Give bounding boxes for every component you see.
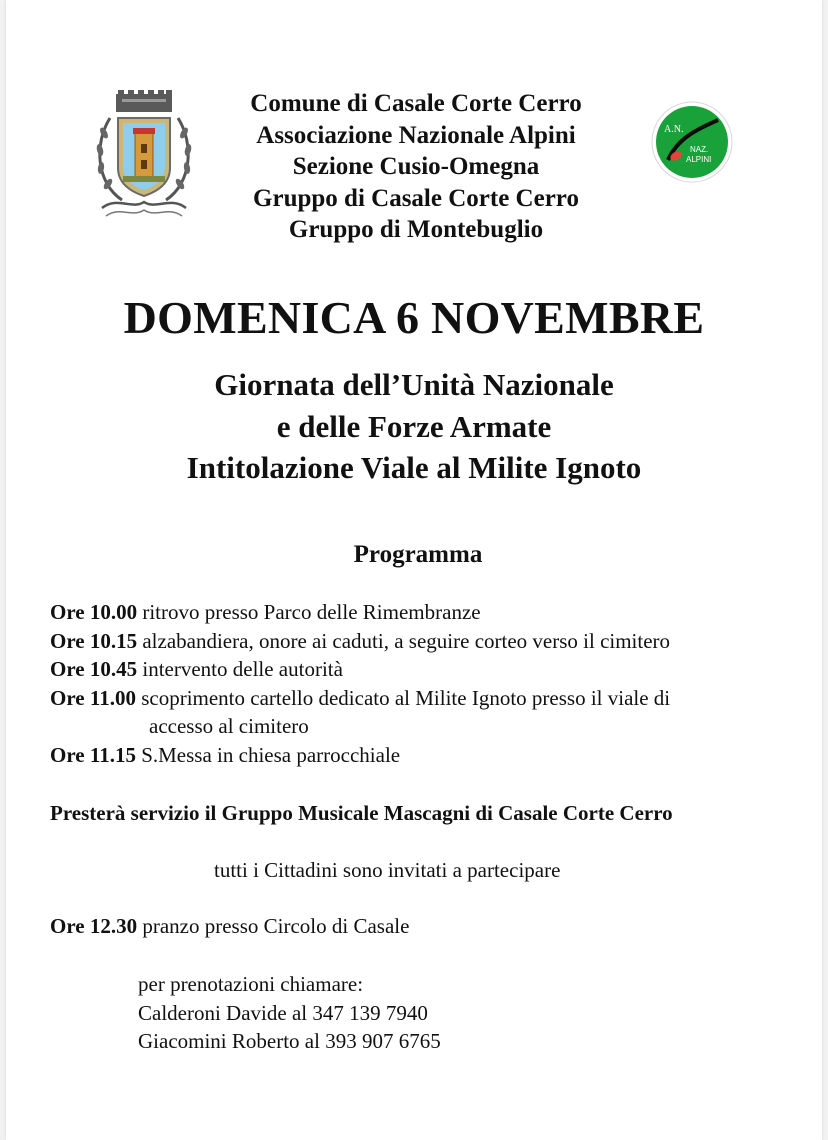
organization-line: Gruppo di Montebuglio	[288, 216, 544, 243]
schedule-time: Ore 11.00	[50, 685, 136, 710]
event-date-title: DOMENICA 6 NOVEMBRE	[123, 292, 705, 343]
subtitle-line: Giornata dell’Unità Nazionale	[214, 367, 614, 402]
booking-info	[138, 970, 441, 1056]
ana-alpini-logo-icon	[650, 100, 734, 184]
schedule-text: ritrovo presso Parco delle Rimembranze	[137, 600, 481, 624]
schedule-text: scoprimento cartello dedicato al Milite Ignoto presso il viale di	[135, 685, 671, 710]
subtitle-line: Intitolazione Viale al Milite Ignoto	[186, 450, 642, 485]
schedule-item	[50, 655, 810, 684]
schedule-text: alzabandiera, onore ai caduti, a seguire corteo verso il cimitero	[137, 628, 671, 653]
ana-logo-text-bottom: ALPINI	[686, 155, 712, 164]
booking-contact: Calderoni Davide al 347 139 7940	[138, 1000, 428, 1025]
ana-logo-text-top: A.N.	[664, 124, 684, 135]
organization-line: Sezione Cusio-Omegna	[292, 153, 540, 180]
subtitle-line: e delle Forze Armate	[276, 408, 552, 444]
program-schedule	[50, 598, 810, 769]
ana-logo-text-mid: NAZ.	[690, 145, 709, 154]
organization-line: Comune di Casale Corte Cerro	[250, 90, 582, 117]
schedule-text: intervento delle autorità	[137, 657, 343, 681]
schedule-item	[50, 598, 810, 627]
lunch-text: pranzo presso Circolo di Casale	[137, 914, 410, 938]
municipal-coat-of-arms-icon	[92, 88, 196, 228]
invitation-text: tutti i Cittadini sono invitati a partecipare	[214, 858, 561, 882]
booking-contact: Giacomini Roberto al 393 907 6765	[138, 1029, 441, 1053]
schedule-time: Ore 11.15	[50, 742, 136, 767]
program-heading: Programma	[353, 541, 483, 568]
schedule-item	[50, 627, 810, 656]
schedule-text: S.Messa in chiesa parrocchiale	[135, 742, 401, 767]
lunch-time: Ore 12.30	[50, 914, 138, 938]
schedule-time: Ore 10.45	[50, 657, 138, 681]
lunch-item	[50, 912, 409, 940]
music-service-note: Presterà servizio il Gruppo Musicale Mascagni di Casale Corte Cerro	[50, 801, 673, 825]
schedule-item	[50, 684, 810, 713]
schedule-item	[50, 741, 810, 770]
organizations-block	[200, 88, 632, 246]
event-subtitle	[0, 364, 828, 489]
booking-label: per prenotazioni chiamare:	[138, 972, 364, 996]
organization-line: Associazione Nazionale Alpini	[256, 121, 576, 149]
organization-line: Gruppo di Casale Corte Cerro	[253, 184, 579, 212]
schedule-item-continuation: accesso al cimitero	[149, 714, 309, 738]
schedule-time: Ore 10.15	[50, 628, 138, 653]
schedule-time: Ore 10.00	[50, 600, 138, 624]
